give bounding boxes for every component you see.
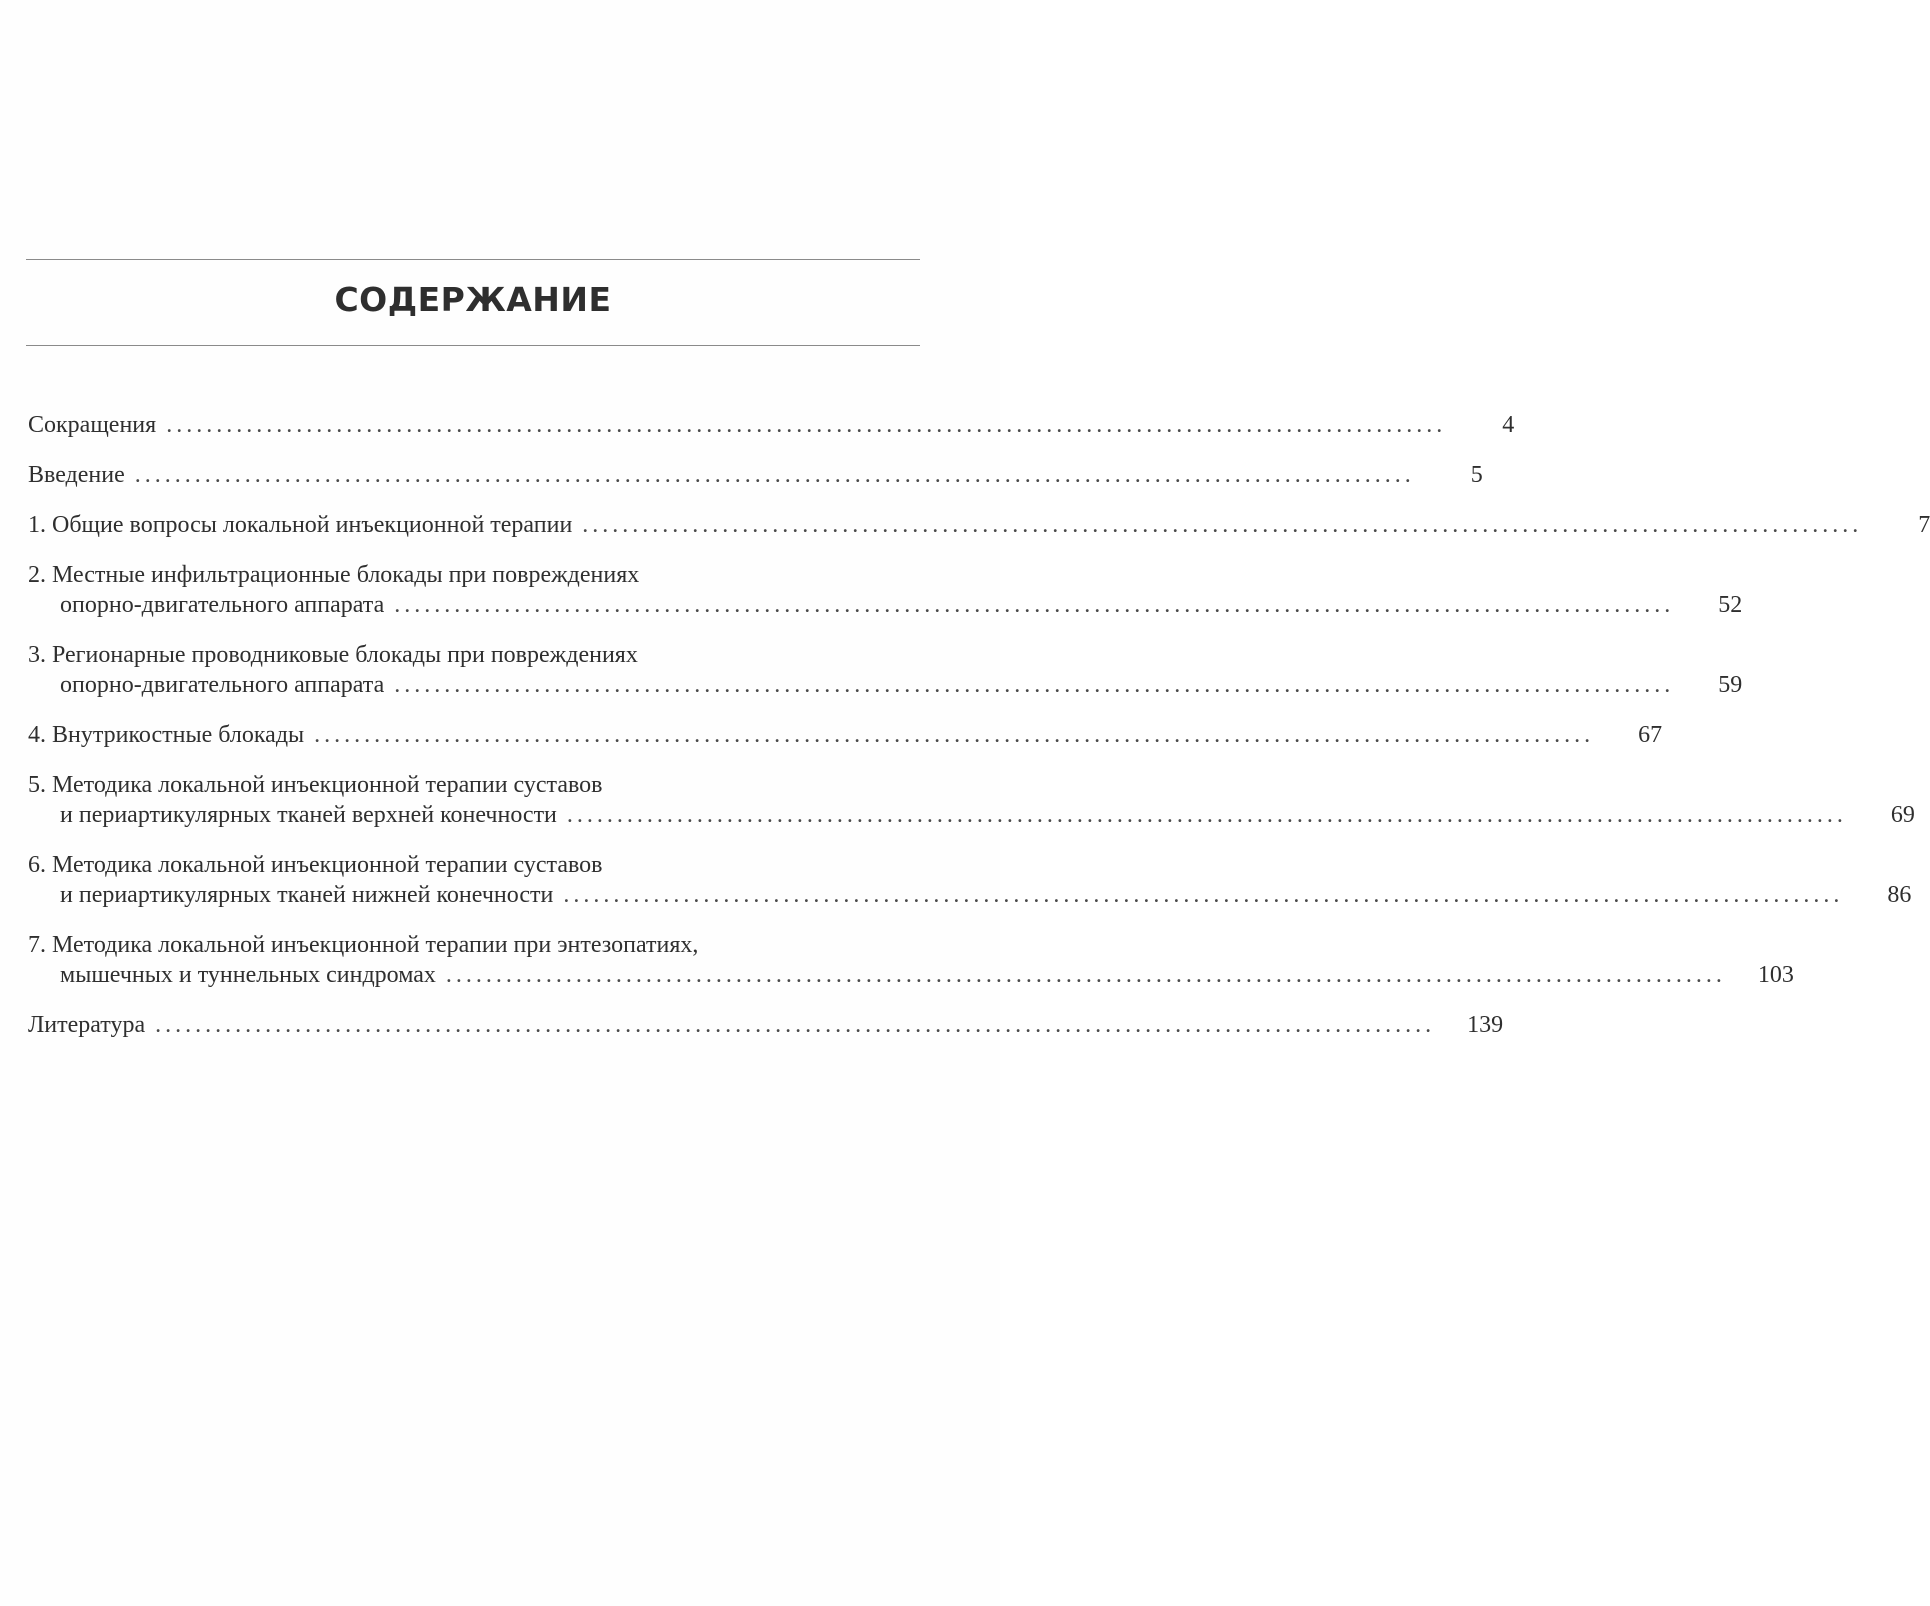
dot-leader: ................................................................................................................................ xyxy=(166,412,1447,438)
toc-entry-title-line1: 3. Регионарные проводниковые блокады при повреждениях xyxy=(28,642,638,668)
toc-entry-title: Сокращения xyxy=(28,412,157,438)
toc-entry-title-line1: 6. Методика локальной инъекционной терапии суставов xyxy=(28,852,603,878)
toc-page-number: 139 xyxy=(1467,1012,1504,1038)
dot-leader: ................................................................................................................................ xyxy=(155,1012,1436,1038)
page-title: СОДЕРЖАНИЕ xyxy=(334,280,612,319)
toc-entry[interactable] xyxy=(28,930,1794,990)
dot-leader: ................................................................................................................................ xyxy=(134,462,1415,488)
toc-page-number: 103 xyxy=(1757,962,1794,988)
toc-entry-title: мышечных и туннельных синдромах xyxy=(60,962,436,988)
toc-entry-title: опорно-двигательного аппарата xyxy=(60,672,385,698)
dot-leader: ................................................................................................................................ xyxy=(394,672,1675,698)
toc-page-number: 69 xyxy=(1890,802,1915,828)
toc-entry[interactable] xyxy=(28,1010,1504,1040)
toc-entry[interactable] xyxy=(28,460,1483,490)
toc-entry-title: и периартикулярных тканей нижней конечности xyxy=(60,882,554,908)
toc-entry-title: Введение xyxy=(28,462,125,488)
dot-leader: ................................................................................................................................ xyxy=(582,512,1863,538)
toc-entry[interactable] xyxy=(28,640,1743,700)
toc-entry[interactable] xyxy=(28,770,1915,830)
dot-leader: ................................................................................................................................ xyxy=(563,882,1844,908)
dot-leader: ................................................................................................................................ xyxy=(566,802,1847,828)
toc-page-number: 52 xyxy=(1718,592,1743,618)
toc-entry-title: 1. Общие вопросы локальной инъекционной терапии xyxy=(28,512,573,538)
dot-leader: ................................................................................................................................ xyxy=(445,962,1726,988)
toc-entry[interactable] xyxy=(28,410,1515,440)
toc-entry-title: Литература xyxy=(28,1012,146,1038)
toc-entry-title: и периартикулярных тканей верхней конечности xyxy=(60,802,557,828)
bottom-rule xyxy=(26,345,920,346)
toc-entry-title: опорно-двигательного аппарата xyxy=(60,592,385,618)
toc-page-number: 7 xyxy=(1918,512,1930,538)
toc-entry[interactable] xyxy=(28,510,1930,540)
dot-leader: ................................................................................................................................ xyxy=(394,592,1675,618)
dot-leader: ................................................................................................................................ xyxy=(314,722,1595,748)
toc-page-number: 59 xyxy=(1718,672,1743,698)
toc-page-number: 5 xyxy=(1470,462,1483,488)
table-of-contents xyxy=(28,410,1930,1060)
top-rule xyxy=(26,259,920,260)
toc-entry[interactable] xyxy=(28,850,1912,910)
toc-entry-title: 4. Внутрикостные блокады xyxy=(28,722,305,748)
toc-page-number: 86 xyxy=(1887,882,1912,908)
toc-entry-title-line1: 7. Методика локальной инъекционной терапии при энтезопатиях, xyxy=(28,932,699,958)
toc-entry-title-line1: 2. Местные инфильтрационные блокады при повреждениях xyxy=(28,562,640,588)
toc-entry-title-line1: 5. Методика локальной инъекционной терапии суставов xyxy=(28,772,603,798)
toc-page-number: 67 xyxy=(1638,722,1663,748)
toc-entry[interactable] xyxy=(28,720,1663,750)
toc-page-number: 4 xyxy=(1502,412,1515,438)
toc-entry[interactable] xyxy=(28,560,1743,620)
